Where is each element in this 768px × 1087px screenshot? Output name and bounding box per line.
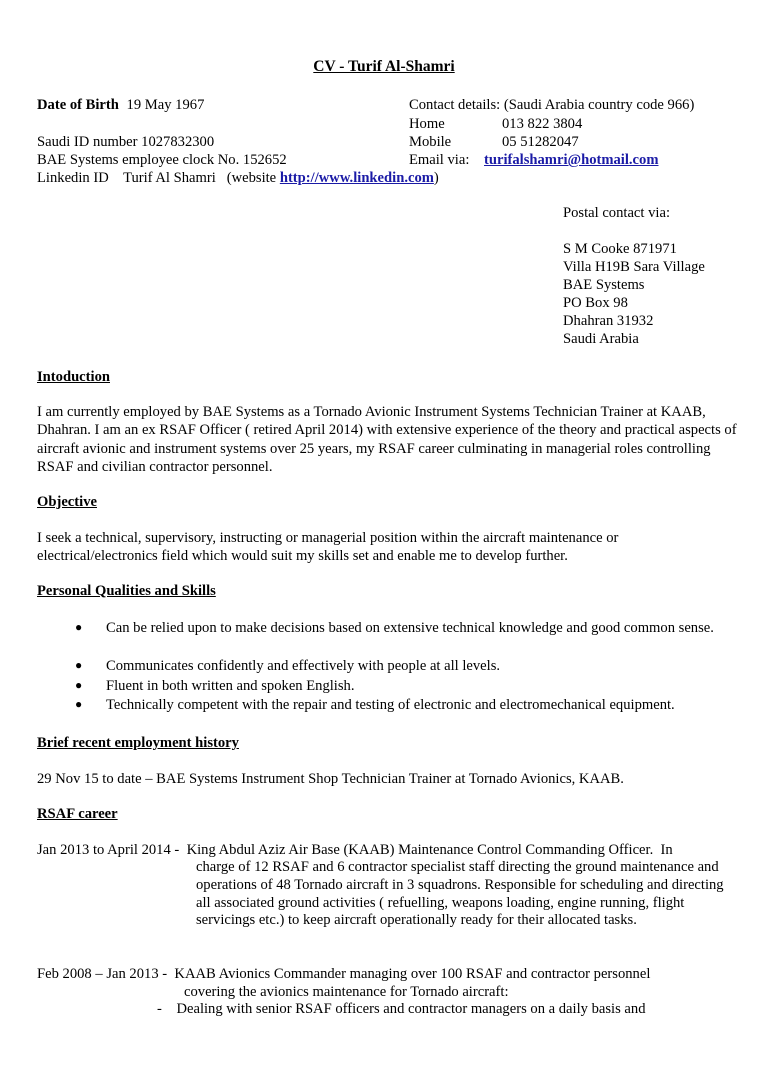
rsaf-entry2-rest: covering the avionics maintenance for Tornado aircraft: (184, 984, 509, 1000)
linkedin-suffix: ) (433, 170, 439, 186)
quality-item: Can be relied upon to make decisions based on extensive technical knowledge and good common sense. (106, 620, 714, 636)
email-label: Email via: (409, 152, 470, 168)
employment-heading: Brief recent employment history (37, 735, 239, 751)
quality-item: Communicates confidently and effectively with people at all levels. (106, 658, 501, 674)
email-link[interactable]: turifalshamri@hotmail.com (484, 152, 659, 168)
rsaf-entry1-rest: charge of 12 RSAF and 6 contractor specialist staff directing the ground maintenance and operations of 48 Tornado aircraft in 3 squadrons. Responsible for scheduling and directing all associated ground activities ( refuelling, weapons loading, engine running, flight servicings etc.) to keep aircraft operationally ready for their allocated tasks. (196, 859, 724, 929)
postal-line: BAE Systems (563, 277, 645, 293)
postal-line: Villa H19B Sara Village (563, 259, 705, 275)
rsaf-entry1-first: Jan 2013 to April 2014 - King Abdul Aziz Air Base (KAAB) Maintenance Control Commanding Officer. In (37, 842, 673, 858)
cv-title: CV - Turif Al-Shamri (313, 58, 455, 75)
objective-text: I seek a technical, supervisory, instructing or managerial position within the aircraft maintenance or electrical/electronics field which would suit my skills set and enable me to develop further. (37, 530, 619, 565)
rsaf-entry2-first: Feb 2008 – Jan 2013 - KAAB Avionics Commander managing over 100 RSAF and contractor personnel (37, 966, 651, 982)
rsaf-entry2-sub: - Dealing with senior RSAF officers and contractor managers on a daily basis and (157, 1001, 646, 1017)
postal-line: Dhahran 31932 (563, 313, 654, 329)
linkedin-line (37, 169, 439, 187)
saudi-id: Saudi ID number 1027832300 (37, 134, 215, 150)
postal-label: Postal contact via: (563, 205, 670, 221)
postal-line: S M Cooke 871971 (563, 241, 677, 257)
introduction-heading: Intoduction (37, 369, 110, 385)
introduction-text: I am currently employed by BAE Systems as a Tornado Avionic Instrument Systems Technician Trainer at KAAB, Dhahran. I am an ex RSAF Officer ( retired April 2014) with extensive experience of the theory and practical aspects of aircraft avionic and instrument systems over 25 years, my RSAF career culminating in managerial roles controlling RSAF and civilian contractor personnel. (37, 404, 737, 475)
bullet-icon: ● (75, 678, 83, 692)
bullet-icon: ● (75, 658, 83, 672)
home-phone: 013 822 3804 (502, 116, 583, 132)
quality-item: Fluent in both written and spoken English. (106, 678, 355, 694)
contact-details-title: Contact details: (Saudi Arabia country code 966) (409, 97, 695, 113)
employment-text: 29 Nov 15 to date – BAE Systems Instrument Shop Technician Trainer at Tornado Avionics, KAAB. (37, 771, 624, 787)
home-label: Home (409, 116, 445, 132)
linkedin-prefix: Linkedin ID Turif Al Shamri (website (37, 170, 280, 186)
dob-value: 19 May 1967 (126, 97, 205, 113)
qualities-heading: Personal Qualities and Skills (37, 583, 216, 599)
dob-label: Date of Birth (37, 97, 119, 113)
mobile-phone: 05 51282047 (502, 134, 579, 150)
linkedin-link[interactable]: http://www.linkedin.com (279, 170, 434, 186)
postal-line: PO Box 98 (563, 295, 628, 311)
objective-heading: Objective (37, 494, 97, 510)
postal-line: Saudi Arabia (563, 331, 639, 347)
date-of-birth (37, 96, 204, 114)
rsaf-heading: RSAF career (37, 806, 118, 822)
quality-item: Technically competent with the repair and testing of electronic and electromechanical equipment. (106, 697, 675, 713)
bullet-icon: ● (75, 697, 83, 711)
bae-clock-number: BAE Systems employee clock No. 152652 (37, 152, 287, 168)
mobile-label: Mobile (409, 134, 452, 150)
bullet-icon: ● (75, 620, 83, 634)
